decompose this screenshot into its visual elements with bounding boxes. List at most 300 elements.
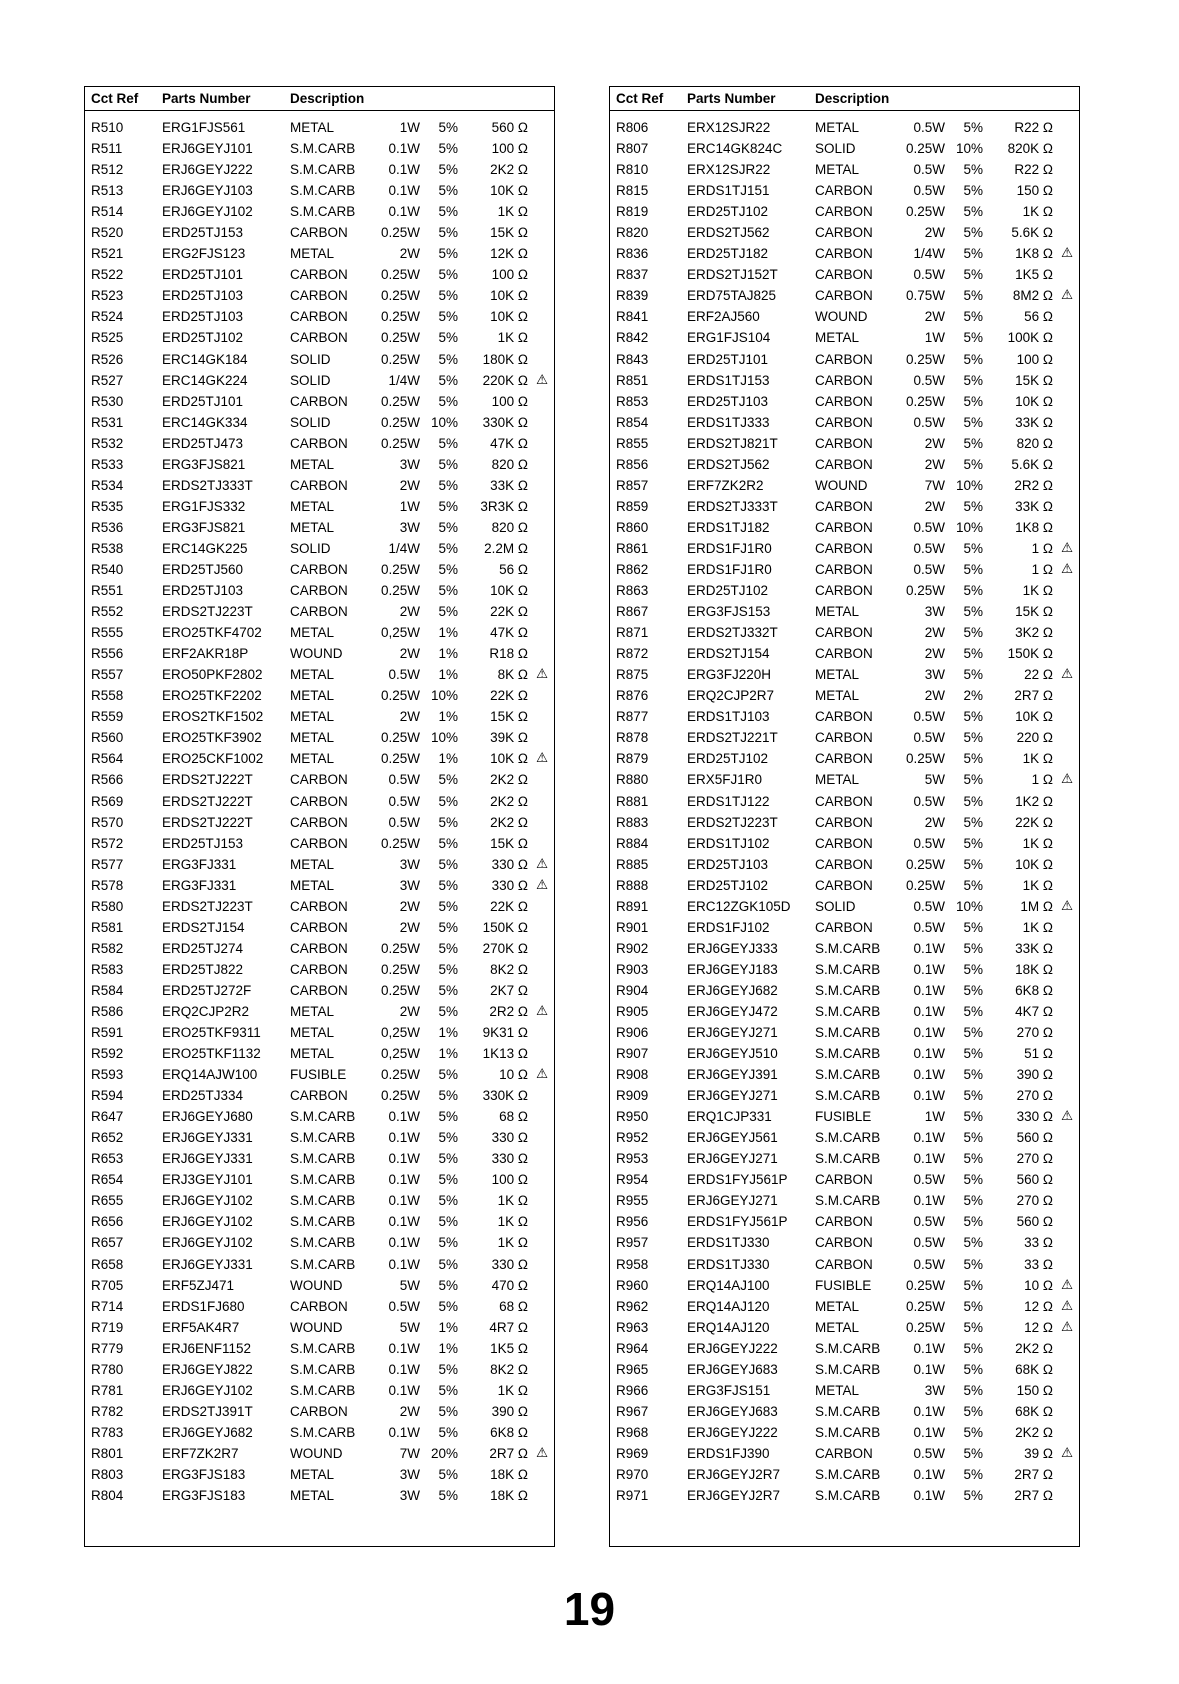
tolerance: 1% [438, 751, 458, 767]
parts-number: ERO25TKF4702 [162, 625, 262, 641]
parts-number: ERJ6GEYJ333 [687, 940, 778, 956]
tolerance: 5% [438, 583, 458, 599]
value: 330 Ω [491, 856, 528, 872]
table-row [85, 1065, 554, 1086]
tolerance: 5% [963, 835, 983, 851]
description: METAL [815, 667, 860, 683]
value: 10K Ω [490, 183, 528, 199]
value: 22K Ω [1015, 814, 1053, 830]
tolerance: 5% [438, 561, 458, 577]
wattage: 0.5W [913, 162, 945, 178]
table-row [85, 1086, 554, 1107]
parts-number: ERJ6GEYJ683 [687, 1361, 778, 1377]
safety-warning-icon: ⚠ [1061, 771, 1074, 787]
table-row [610, 518, 1079, 539]
description: S.M.CARB [290, 1382, 356, 1398]
parts-number: ERJ6GEYJ102 [162, 1382, 253, 1398]
value: 39 Ω [1024, 1445, 1053, 1461]
cct-ref: R885 [616, 856, 649, 872]
cct-ref: R534 [91, 477, 124, 493]
cct-ref: R907 [616, 1046, 649, 1062]
table-row [610, 939, 1079, 960]
value: 1K8 Ω [1015, 246, 1053, 262]
description: CARBON [815, 351, 873, 367]
tolerance: 5% [438, 246, 458, 262]
cct-ref: R536 [91, 519, 124, 535]
cct-ref: R875 [616, 667, 649, 683]
value: 8K2 Ω [490, 1361, 528, 1377]
tolerance: 5% [438, 1403, 458, 1419]
value: 820 Ω [491, 456, 528, 472]
cct-ref: R968 [616, 1424, 649, 1440]
wattage: 0.5W [388, 667, 420, 683]
tolerance: 5% [963, 1067, 983, 1083]
table-row [85, 476, 554, 497]
value: 390 Ω [491, 1403, 528, 1419]
safety-warning-icon: ⚠ [1061, 539, 1074, 555]
description: METAL [290, 1046, 335, 1062]
parts-number: ERD75TAJ825 [687, 288, 777, 304]
cct-ref: R583 [91, 961, 124, 977]
wattage: 0.25W [380, 751, 420, 767]
value: 1K Ω [1022, 835, 1053, 851]
description: METAL [290, 1025, 335, 1041]
description: SOLID [815, 141, 856, 157]
tolerance: 5% [438, 1382, 458, 1398]
wattage: 2W [399, 709, 420, 725]
description: METAL [290, 730, 335, 746]
value: 1 Ω [1031, 561, 1053, 577]
wattage: 2W [924, 498, 945, 514]
description: CARBON [815, 856, 873, 872]
description: METAL [290, 625, 335, 641]
description: S.M.CARB [290, 183, 356, 199]
table-row [610, 118, 1079, 139]
tolerance: 5% [438, 1214, 458, 1230]
parts-number: ERX12SJR22 [687, 162, 771, 178]
cct-ref: R955 [616, 1193, 649, 1209]
parts-number: ERG3FJ331 [162, 856, 237, 872]
parts-table-right [609, 86, 1080, 1547]
description: CARBON [815, 414, 873, 430]
parts-number: ERJ6GEYJ271 [687, 1193, 778, 1209]
table-row [610, 834, 1079, 855]
table-row [85, 644, 554, 665]
table-row [610, 202, 1079, 223]
value: 15K Ω [1015, 372, 1053, 388]
wattage: 0.1W [388, 1382, 420, 1398]
tolerance: 5% [963, 183, 983, 199]
tolerance: 5% [438, 1424, 458, 1440]
parts-number: ERDS2TJ152T [687, 267, 778, 283]
value: 5.6K Ω [1011, 456, 1053, 472]
table-row [85, 1233, 554, 1254]
table-row [610, 1170, 1079, 1191]
value: 560 Ω [1016, 1130, 1053, 1146]
tolerance: 5% [963, 1256, 983, 1272]
tolerance: 5% [438, 393, 458, 409]
tolerance: 5% [438, 877, 458, 893]
tolerance: 5% [438, 267, 458, 283]
tolerance: 5% [963, 793, 983, 809]
wattage: 5W [399, 1319, 420, 1335]
wattage: 3W [924, 667, 945, 683]
value: 1K Ω [497, 1214, 528, 1230]
wattage: 0.25W [905, 1277, 945, 1293]
value: 56 Ω [499, 561, 528, 577]
cct-ref: R530 [91, 393, 124, 409]
parts-number: ERJ6GEYJ472 [687, 1003, 778, 1019]
tolerance: 5% [963, 814, 983, 830]
description: METAL [815, 604, 860, 620]
cct-ref: R856 [616, 456, 649, 472]
cct-ref: R591 [91, 1025, 124, 1041]
tolerance: 10% [430, 414, 458, 430]
description: WOUND [290, 1445, 343, 1461]
parts-number: ERQ2CJP2R7 [687, 688, 775, 704]
value: 22K Ω [490, 688, 528, 704]
tolerance: 5% [438, 498, 458, 514]
wattage: 0.25W [380, 414, 420, 430]
value: 12K Ω [490, 246, 528, 262]
table-row [85, 897, 554, 918]
value: 100K Ω [1007, 330, 1053, 346]
table-row [85, 160, 554, 181]
header-cct-ref: Cct Ref [616, 91, 664, 106]
wattage: 3W [399, 1467, 420, 1482]
description: S.M.CARB [815, 1488, 881, 1504]
description: CARBON [815, 540, 873, 556]
value: 390 Ω [1016, 1067, 1053, 1083]
parts-number: ERD25TJ103 [162, 583, 244, 599]
table-row [85, 813, 554, 834]
value: 15K Ω [490, 225, 528, 241]
description: S.M.CARB [815, 1088, 881, 1104]
value: 100 Ω [491, 141, 528, 157]
tolerance: 10% [955, 898, 983, 914]
description: CARBON [815, 1214, 873, 1230]
wattage: 2W [399, 477, 420, 493]
description: SOLID [290, 540, 331, 556]
value: 10 Ω [499, 1067, 528, 1083]
tolerance: 5% [438, 1235, 458, 1251]
safety-warning-icon: ⚠ [1061, 287, 1074, 303]
wattage: 0.5W [388, 793, 420, 809]
wattage: 0.25W [380, 1067, 420, 1083]
parts-number: ERF7ZK2R7 [162, 1445, 239, 1461]
table-row [85, 876, 554, 897]
wattage: 0.5W [388, 1298, 420, 1314]
cct-ref: R964 [616, 1340, 649, 1356]
tolerance: 5% [963, 1424, 983, 1440]
wattage: 1/4W [388, 540, 420, 556]
parts-number: ERD25TJ102 [687, 583, 769, 599]
value: 1K Ω [1022, 204, 1053, 220]
tolerance: 5% [963, 1151, 983, 1167]
description: S.M.CARB [815, 1361, 881, 1377]
description: WOUND [290, 1319, 343, 1335]
tolerance: 1% [438, 1046, 458, 1062]
table-row [610, 1086, 1079, 1107]
tolerance: 5% [438, 120, 458, 135]
wattage: 0.1W [388, 1214, 420, 1230]
tolerance: 5% [438, 141, 458, 157]
table-row [610, 371, 1079, 392]
cct-ref: R656 [91, 1214, 124, 1230]
safety-warning-icon: ⚠ [1061, 245, 1074, 261]
tolerance: 5% [438, 856, 458, 872]
description: METAL [290, 120, 335, 135]
tolerance: 5% [438, 1130, 458, 1146]
cct-ref: R906 [616, 1025, 649, 1041]
table-row [85, 939, 554, 960]
parts-number: ERD25TJ182 [687, 246, 769, 262]
description: CARBON [290, 835, 348, 851]
value: 1K Ω [1022, 877, 1053, 893]
cct-ref: R780 [91, 1361, 124, 1377]
cct-ref: R578 [91, 877, 124, 893]
description: FUSIBLE [815, 1109, 872, 1125]
parts-number: ERDS1FJ1R0 [687, 540, 772, 556]
wattage: 0.25W [380, 309, 420, 325]
table-row [610, 539, 1079, 560]
value: 2K2 Ω [1015, 1340, 1053, 1356]
safety-warning-icon: ⚠ [536, 1444, 549, 1460]
table-row [85, 728, 554, 749]
table-row [85, 518, 554, 539]
wattage: 2W [924, 225, 945, 241]
value: 8K2 Ω [490, 961, 528, 977]
table-row [610, 1423, 1079, 1444]
tolerance: 5% [963, 730, 983, 746]
safety-warning-icon: ⚠ [536, 876, 549, 892]
tolerance: 5% [438, 1193, 458, 1209]
wattage: 0,25W [380, 625, 420, 641]
table-row [85, 707, 554, 728]
table-row [85, 1149, 554, 1170]
description: CARBON [290, 772, 348, 788]
description: METAL [290, 877, 335, 893]
table-row [85, 497, 554, 518]
cct-ref: R902 [616, 940, 649, 956]
value: 33K Ω [1015, 940, 1053, 956]
cct-ref: R570 [91, 814, 124, 830]
cct-ref: R891 [616, 898, 649, 914]
cct-ref: R842 [616, 330, 649, 346]
value: 220K Ω [482, 372, 528, 388]
wattage: 0.5W [913, 793, 945, 809]
description: CARBON [815, 456, 873, 472]
tolerance: 5% [438, 309, 458, 325]
cct-ref: R879 [616, 751, 649, 767]
description: METAL [290, 498, 335, 514]
table-row [610, 1339, 1079, 1360]
wattage: 0.1W [913, 1130, 945, 1146]
cct-ref: R883 [616, 814, 649, 830]
parts-number: ERDS2TJ223T [162, 898, 253, 914]
wattage: 0.25W [905, 1319, 945, 1335]
tolerance: 5% [963, 1088, 983, 1104]
parts-number: ERC12ZGK105D [687, 898, 791, 914]
cct-ref: R876 [616, 688, 649, 704]
description: S.M.CARB [815, 982, 881, 998]
value: R22 Ω [1014, 162, 1053, 178]
parts-number: ERDS1TJ333 [687, 414, 770, 430]
table-row [85, 1002, 554, 1023]
value: 68K Ω [1015, 1361, 1053, 1377]
description: S.M.CARB [815, 1046, 881, 1062]
parts-number: ERDS1TJ122 [687, 793, 770, 809]
parts-number: ERX5FJ1R0 [687, 772, 763, 788]
table-header [85, 87, 554, 111]
cct-ref: R867 [616, 604, 649, 620]
cct-ref: R855 [616, 435, 649, 451]
description: METAL [290, 1003, 335, 1019]
value: 470 Ω [491, 1277, 528, 1293]
value: 4K7 Ω [1015, 1003, 1053, 1019]
parts-number: ERDS2TJ154 [687, 646, 770, 662]
value: 10K Ω [490, 309, 528, 325]
wattage: 1W [399, 498, 420, 514]
wattage: 0.5W [913, 414, 945, 430]
description: CARBON [815, 372, 873, 388]
tolerance: 5% [963, 561, 983, 577]
wattage: 0.1W [388, 1340, 420, 1356]
table-row [610, 855, 1079, 876]
table-row [85, 1212, 554, 1233]
value: 1K Ω [497, 204, 528, 220]
wattage: 2W [924, 309, 945, 325]
parts-number: ERG3FJS821 [162, 456, 246, 472]
parts-number: ERC14GK334 [162, 414, 248, 430]
value: 15K Ω [490, 835, 528, 851]
parts-number: ERJ6GEYJ822 [162, 1361, 253, 1377]
tolerance: 10% [955, 519, 983, 535]
cct-ref: R560 [91, 730, 124, 746]
table-row [610, 897, 1079, 918]
wattage: 0.25W [905, 204, 945, 220]
parts-number: ERQ1CJP331 [687, 1109, 772, 1125]
wattage: 0.5W [913, 1235, 945, 1251]
tolerance: 5% [438, 1067, 458, 1083]
table-row [85, 223, 554, 244]
description: S.M.CARB [815, 1467, 881, 1482]
parts-number: ERDS2TJ222T [162, 793, 253, 809]
parts-number: ERD25TJ274 [162, 940, 244, 956]
wattage: 0,25W [380, 1025, 420, 1041]
table-row [610, 328, 1079, 349]
description: S.M.CARB [815, 1193, 881, 1209]
wattage: 0.5W [388, 772, 420, 788]
cct-ref: R862 [616, 561, 649, 577]
value: 220 Ω [1016, 730, 1053, 746]
value: 560 Ω [1016, 1214, 1053, 1230]
wattage: 0.25W [380, 688, 420, 704]
description: CARBON [815, 288, 873, 304]
value: 18K Ω [490, 1467, 528, 1482]
description: METAL [290, 856, 335, 872]
table-row [85, 1297, 554, 1318]
value: 100 Ω [1016, 351, 1053, 367]
value: 100 Ω [491, 1172, 528, 1188]
description: CARBON [815, 730, 873, 746]
tolerance: 5% [438, 982, 458, 998]
value: 3K2 Ω [1015, 625, 1053, 641]
description: CARBON [290, 793, 348, 809]
wattage: 0.1W [388, 1235, 420, 1251]
parts-number: ERDS1FYJ561P [687, 1172, 788, 1188]
parts-number: ERC14GK184 [162, 351, 248, 367]
parts-number: ERC14GK224 [162, 372, 248, 388]
table-row [610, 1044, 1079, 1065]
tolerance: 5% [438, 204, 458, 220]
parts-number: ERJ6GEYJ2R7 [687, 1467, 781, 1482]
cct-ref: R954 [616, 1172, 649, 1188]
table-row [85, 1339, 554, 1360]
table-row [610, 792, 1079, 813]
parts-number: ERQ14AJ100 [687, 1277, 770, 1293]
parts-number: ERJ6GEYJ102 [162, 1193, 253, 1209]
wattage: 0.25W [380, 435, 420, 451]
tolerance: 5% [438, 898, 458, 914]
cct-ref: R859 [616, 498, 649, 514]
cct-ref: R558 [91, 688, 124, 704]
cct-ref: R957 [616, 1235, 649, 1251]
parts-number: ERF5ZJ471 [162, 1277, 235, 1293]
wattage: 0.25W [380, 835, 420, 851]
wattage: 0.5W [913, 1172, 945, 1188]
table-row [85, 1444, 554, 1465]
table-row [610, 455, 1079, 476]
wattage: 0.25W [380, 267, 420, 283]
value: 2R7 Ω [1014, 1467, 1053, 1482]
value: 10K Ω [1015, 856, 1053, 872]
description: CARBON [290, 1088, 348, 1104]
cct-ref: R836 [616, 246, 649, 262]
description: METAL [290, 667, 335, 683]
value: 22 Ω [1024, 667, 1053, 683]
tolerance: 5% [963, 435, 983, 451]
table-row [85, 392, 554, 413]
table-row [85, 265, 554, 286]
table-row [610, 1297, 1079, 1318]
cct-ref: R801 [91, 1445, 124, 1461]
wattage: 0.1W [388, 1109, 420, 1125]
parts-number: ERDS2TJ562 [687, 456, 770, 472]
description: METAL [290, 1467, 335, 1482]
parts-number: ERF2AKR18P [162, 646, 249, 662]
description: METAL [290, 519, 335, 535]
description: METAL [815, 330, 860, 346]
tolerance: 5% [438, 183, 458, 199]
wattage: 2W [399, 646, 420, 662]
wattage: 2W [399, 898, 420, 914]
tolerance: 5% [963, 1319, 983, 1335]
cct-ref: R581 [91, 919, 124, 935]
parts-number: ERDS1FJ1R0 [687, 561, 772, 577]
parts-number: ERD25TJ822 [162, 961, 244, 977]
cct-ref: R566 [91, 772, 124, 788]
wattage: 2W [924, 814, 945, 830]
table-row [610, 223, 1079, 244]
safety-warning-icon: ⚠ [1061, 1276, 1074, 1292]
tolerance: 5% [963, 1340, 983, 1356]
tolerance: 5% [438, 1088, 458, 1104]
description: CARBON [815, 814, 873, 830]
wattage: 0.1W [913, 1151, 945, 1167]
wattage: 0.1W [388, 1130, 420, 1146]
table-row [610, 749, 1079, 770]
